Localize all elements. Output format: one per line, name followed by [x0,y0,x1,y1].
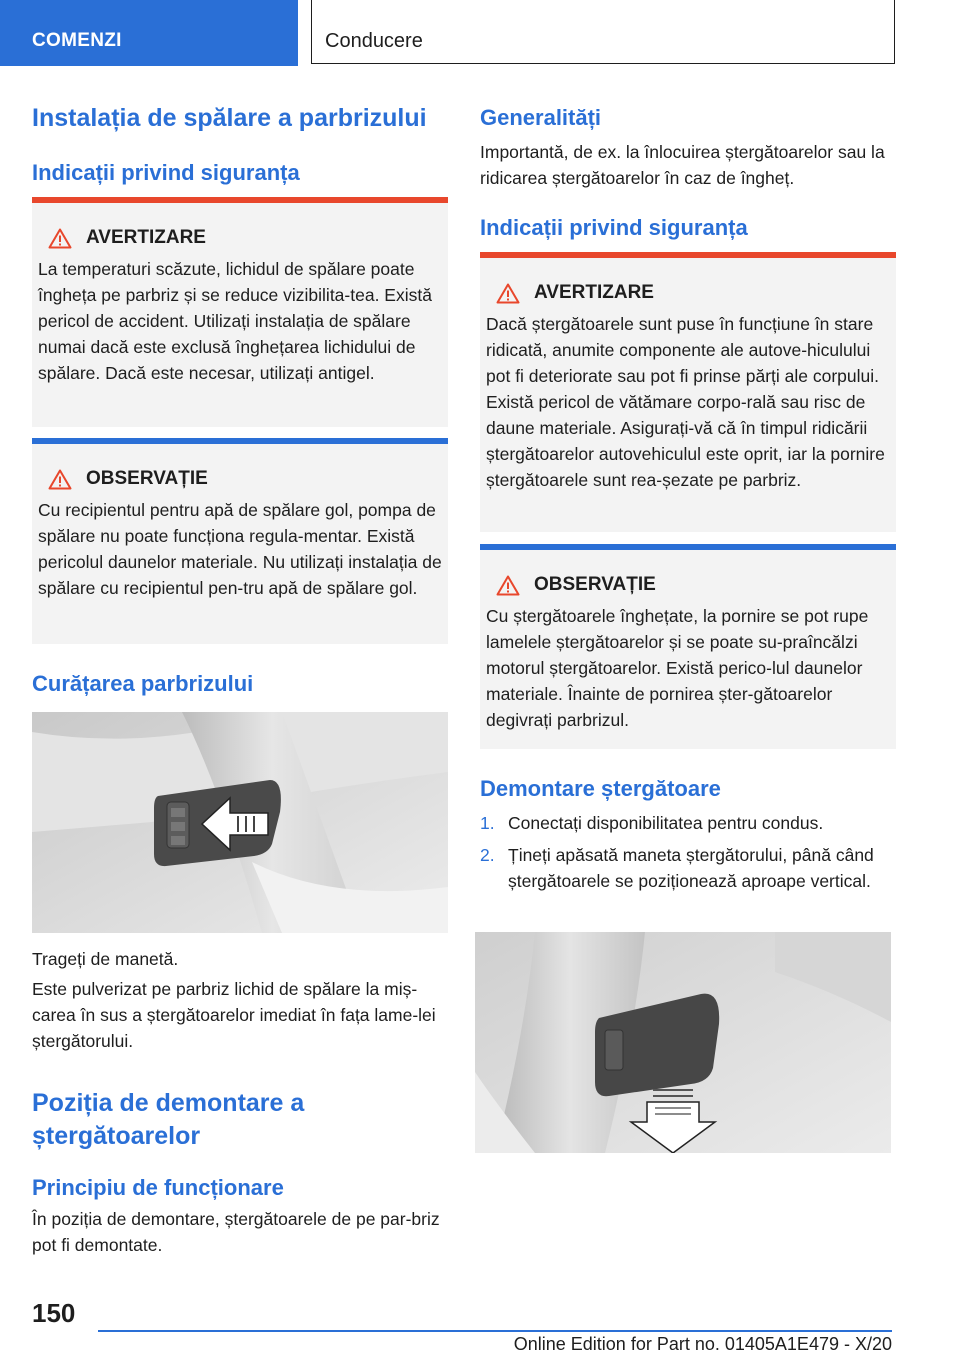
warning-box-right [480,252,896,532]
warning-label: AVERTIZARE [534,282,654,303]
step-text: Conectați disponibilitatea pentru condus. [508,813,824,833]
footer-divider [98,1330,892,1332]
paragraph-principle: În poziția de demontare, ștergătoarele de pe par-briz pot fi demontate. [32,1209,440,1255]
chapter-tab [311,0,895,64]
heading-safety-right: Indicații privind siguranța [480,215,748,240]
section-label: COMENZI [32,30,122,51]
list-item [480,810,896,836]
wiper-lever-push-illustration [475,932,891,1153]
warning-text: Dacă ștergătoarele sunt puse în funcțiune în stare ridicată, anumite componente ale autove-hiculului pot fi deteriorate sau pot fi prinse părți ale corpului. Există pericol de vătămare corpo-rală sau risc de daune materiale. Asigurați-vă că în timpul ridicării ștergătoarelor autovehiculul este oprit, iar la pornire ștergătoarele sunt rea-șezate pe parbriz. [486,314,885,490]
section-tab [0,0,298,66]
paragraph-spray: Este pulverizat pe parbriz lichid de spălare la miș-carea în sus a ștergătoarelor imediat în fața lame-lei ștergătorului. [32,979,436,1051]
notice-triangle-icon [496,575,520,596]
step-number: 1. [480,813,495,833]
warning-triangle-icon [496,283,520,304]
heading-service-position: Poziția de demontare a ștergătoarelor [32,1089,305,1150]
steps-list [480,810,896,900]
step-text: Țineți apăsată maneta ștergătorului, până când ștergătoarele se poziționează aproape vertical. [508,845,874,891]
notice-box-left [32,438,448,644]
notice-text: Cu ștergătoarele înghețate, la pornire se pot rupe lamelele ștergătoarelor și se poate su-praîncălzi motorul ștergătoarelor. Există perico-lul daunelor materiale. Înainte de pornirea șter-gătoarelor degivrați parbrizul. [486,606,869,730]
edition-note: Online Edition for Part no. 01405A1E479 - X/20 [513,1334,892,1354]
paragraph-general: Importantă, de ex. la înlocuirea ștergătoarelor sau la ridicarea ștergătoarelor în caz de îngheț. [480,142,885,188]
list-item [480,842,896,894]
heading-washer-system: Instalația de spălare a parbrizului [32,104,427,132]
step-number: 2. [480,845,495,865]
heading-cleaning: Curățarea parbrizului [32,671,254,696]
notice-box-right [480,544,896,749]
notice-text: Cu recipientul pentru apă de spălare gol, pompa de spălare nu poate funcționa regula-mentar. Există pericolul daunelor materiale. Nu utilizați instalația de spălare cu recipientul pen-tru apă de spălare gol. [38,500,442,598]
heading-remove-wipers: Demontare ștergătoare [480,776,721,801]
wiper-lever-pull-illustration [32,712,448,933]
notice-label: OBSERVAȚIE [534,574,656,595]
heading-general: Generalități [480,105,602,130]
paragraph-pull-lever: Trageți de manetă. [32,949,179,969]
chapter-label: Conducere [325,30,423,52]
notice-label: OBSERVAȚIE [86,468,208,489]
warning-text: La temperaturi scăzute, lichidul de spălare poate îngheța pe parbriz și se reduce vizibilita-tea. Există pericol de accident. Utilizați instalația de spălare numai dacă este exclusă înghețarea lichidului de spălare. Dacă este necesar, utilizați antigel. [38,259,432,383]
heading-safety-left: Indicații privind siguranța [32,160,300,185]
heading-principle: Principiu de funcționare [32,1175,284,1200]
warning-triangle-icon [48,228,72,249]
warning-box-left [32,197,448,427]
page-number: 150 [32,1298,76,1328]
notice-triangle-icon [48,469,72,490]
warning-label: AVERTIZARE [86,227,206,248]
